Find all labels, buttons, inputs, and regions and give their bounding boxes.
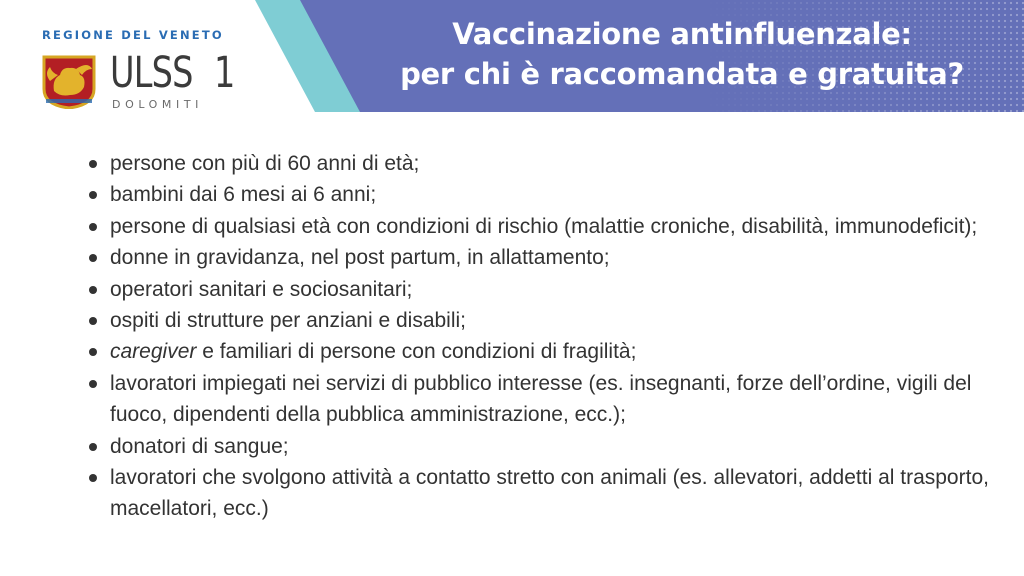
venice-lion-crest-icon <box>40 55 98 109</box>
list-item <box>88 431 1008 462</box>
header <box>0 0 1024 112</box>
bullet-icon <box>89 317 97 325</box>
list-item-text: ospiti di strutture per anziani e disabili; <box>110 309 467 333</box>
list-item <box>88 305 1008 336</box>
list-item <box>88 462 1008 525</box>
list-item <box>88 368 1008 431</box>
eligibility-list <box>88 148 1008 525</box>
list-item <box>88 336 1008 367</box>
list-item-text: bambini dai 6 mesi ai 6 anni; <box>110 183 377 207</box>
ulss-logo <box>38 22 236 114</box>
bullet-icon <box>89 380 97 388</box>
bullet-icon <box>89 191 97 199</box>
list-item-text: donatori di sangue; <box>110 434 289 458</box>
bullet-icon <box>89 223 97 231</box>
region-label: REGIONE DEL VENETO <box>42 28 224 42</box>
list-item <box>88 274 1008 305</box>
list-item-emphasis: caregiver <box>110 340 197 364</box>
bullet-icon <box>89 160 97 168</box>
bullet-icon <box>89 474 97 482</box>
list-item <box>88 148 1008 179</box>
bullet-icon <box>89 443 97 451</box>
list-item-text: persone di qualsiasi età con condizioni di rischio (malattie croniche, disabilità, immunodeficit); <box>110 214 978 238</box>
list-item <box>88 179 1008 210</box>
list-item <box>88 242 1008 273</box>
list-item-text: persone con più di 60 anni di età; <box>110 152 420 175</box>
page-title <box>352 14 1012 94</box>
list-item <box>88 211 1008 242</box>
list-item-text: e familiari di persone con condizioni di fragilità; <box>196 340 637 364</box>
list-item-text: donne in gravidanza, nel post partum, in allattamento; <box>110 246 610 270</box>
ulss-wordmark: ULSS <box>110 48 193 98</box>
title-line-1: Vaccinazione antinfluenzale: <box>452 17 912 51</box>
list-item-text: lavoratori che svolgono attività a contatto stretto con animali (es. allevatori, addetti al trasporto, macellatori, ecc.) <box>110 466 989 521</box>
ulss-number: 1 <box>214 48 236 98</box>
bullet-icon <box>89 254 97 262</box>
list-item-text: operatori sanitari e sociosanitari; <box>110 277 413 301</box>
ulss-subtitle: DOLOMITI <box>112 98 204 111</box>
bullet-icon <box>89 286 97 294</box>
title-line-2: per chi è raccomandata e gratuita? <box>400 57 964 91</box>
bullet-icon <box>89 348 97 356</box>
list-item-text: lavoratori impiegati nei servizi di pubblico interesse (es. insegnanti, forze dell’ordine, vigili del fuoco, dipendenti della pubblica amministrazione, ecc.); <box>110 371 972 427</box>
